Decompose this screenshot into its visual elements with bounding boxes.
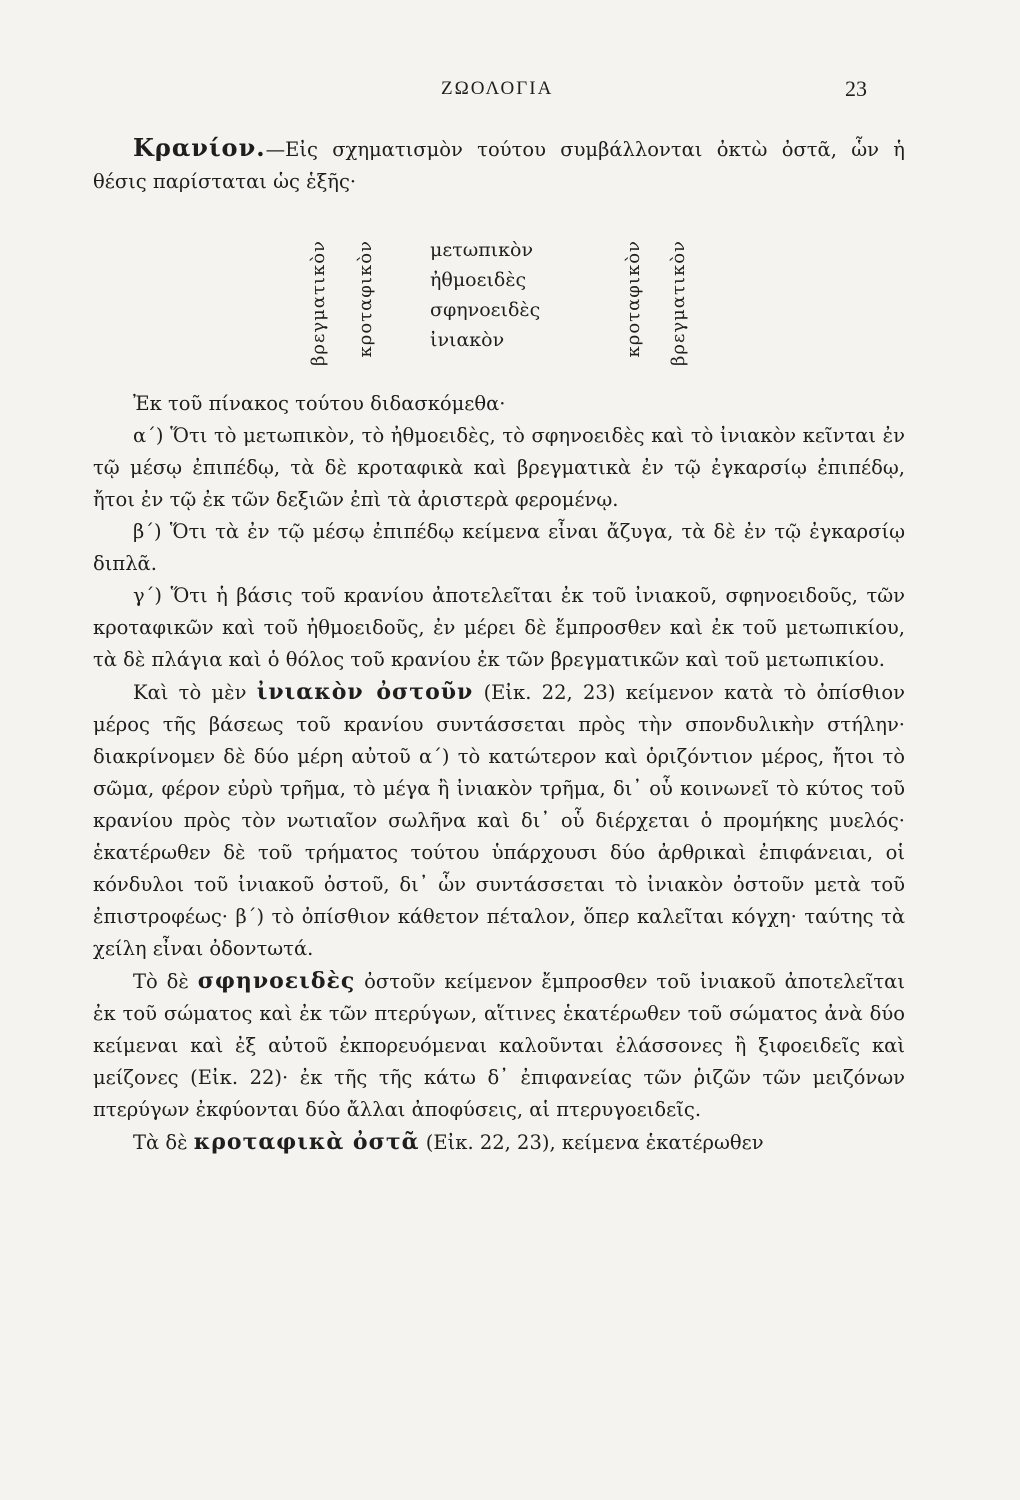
table-left-inner: κροταφικὸν xyxy=(355,240,376,358)
section-heading: Κρανίον. xyxy=(133,133,266,162)
paragraph-text: Τὰ δὲ xyxy=(133,1131,194,1154)
paragraph: Ἐκ τοῦ πίνακος τούτου διδασκόμεθα· xyxy=(133,392,506,415)
table-right-inner: κροταφικὸν xyxy=(623,240,644,358)
page-number: 23 xyxy=(845,76,867,101)
body-text xyxy=(93,388,905,1159)
table-middle-item: σφηνοειδὲς xyxy=(430,299,541,321)
bone-position-table xyxy=(0,230,1020,380)
running-title: ΖΩΟΛΟΓΙΑ xyxy=(441,78,554,99)
bold-term: σφηνοειδὲς xyxy=(197,968,356,994)
running-head xyxy=(0,78,1020,108)
table-middle-column xyxy=(430,235,540,355)
paragraph xyxy=(93,965,905,1126)
table-middle-item: ἠθμοειδὲς xyxy=(430,269,527,291)
bold-term: κροταφικὰ ὀστᾶ xyxy=(193,1129,420,1155)
paragraph: β΄) Ὅτι τὰ ἐν τῷ μέσῳ ἐπιπέδῳ κείμενα εἶναι ἄζυγα, τὰ δὲ ἐν τῷ ἐγκαρσίῳ διπλᾶ. xyxy=(93,520,905,575)
bold-term: ἰνιακὸν ὀστοῦν xyxy=(256,679,474,705)
paragraph xyxy=(93,1126,905,1159)
paragraph xyxy=(93,676,905,965)
table-right-outer: βρεγματικὸν xyxy=(668,240,689,366)
table-left-outer: βρεγματικὸν xyxy=(308,240,329,366)
paragraph: γ΄) Ὅτι ἡ βάσις τοῦ κρανίου ἀποτελεῖται ἐκ τοῦ ἰνιακοῦ, σφηνοειδοῦς, τῶν κροταφικῶν καὶ τοῦ ἠθμοειδοῦς, ἐν μέρει δὲ ἔμπροσθεν καὶ ἐκ τοῦ μετωπικίου, τὰ δὲ πλάγια καὶ ὁ θόλος τοῦ κρανίου ἐκ τῶν βρεγματικῶν καὶ τοῦ μετωπικίου. xyxy=(93,584,905,671)
paragraph-text: Καὶ τὸ μὲν xyxy=(133,681,257,704)
paragraph-text: (Εἰκ. 22, 23) κείμενον κατὰ τὸ ὀπίσθιον μέρος τῆς βάσεως τοῦ κρανίου συντάσσεται πρὸς τὴν σπονδυλικὴν στήλην· διακρίνομεν δὲ δύο μέρη αὐτοῦ α΄) τὸ κατώτερον καὶ ὁριζόντιον μέρος, ἤτοι τὸ σῶμα, φέρον εὐρὺ τρῆμα, τὸ μέγα ἢ ἰνιακὸν τρῆμα, δι᾽ οὗ κοινωνεῖ τὸ κύτος τοῦ κρανίου πρὸς τὸν νωτιαῖον σωλῆνα καὶ δι᾽ οὗ διέρχεται ὁ προμήκης μυελός· ἑκατέρωθεν δὲ τοῦ τρήματος τούτου ὑπάρχουσι δύο ἀρθρικαὶ ἐπιφάνειαι, οἱ κόνδυλοι τοῦ ἰνιακοῦ ὀστοῦ, δι᾽ ὧν συντάσσεται τὸ ἰνιακὸν ὀστοῦν μετὰ τοῦ ἐπιστροφέως· β΄) τὸ ὀπίσθιον κάθετον πέταλον, ὅπερ καλεῖται κόγχη· ταύτης τὰ χείλη εἶναι ὀδοντωτά. xyxy=(93,681,906,960)
paragraph: α΄) Ὅτι τὸ μετωπικὸν, τὸ ἠθμοειδὲς, τὸ σφηνοειδὲς καὶ τὸ ἰνιακὸν κεῖνται ἐν τῷ μέσῳ ἐπιπέδῳ, τὰ δὲ κροταφικὰ καὶ βρεγματικὰ ἐν τῷ ἐγκαρσίῳ ἐπιπέδῳ, ἤτοι ἐν τῷ ἐκ τῶν δεξιῶν ἐπὶ τὰ ἀριστερὰ φερομένῳ. xyxy=(93,424,905,511)
paragraph-text: ὀστοῦν κείμενον ἔμπροσθεν τοῦ ἰνιακοῦ ἀποτελεῖται ἐκ τοῦ σώματος καὶ ἐκ τῶν πτερύγων, αἵτινες ἑκατέρωθεν τοῦ σώματος ἀνὰ δύο κείμεναι καὶ ἐξ αὐτοῦ ἐκπορευόμεναι καλοῦνται ἐλάσσονες ἢ ξιφοειδεῖς καὶ μείζονες (Εἰκ. 22)· ἐκ τῆς τῆς κάτω δ᾽ ἐπιφανείας τῶν ῥιζῶν τῶν μειζόνων πτερύγων ἐκφύονται δύο ἄλλαι ἀποφύσεις, αἱ πτερυγοειδεῖς. xyxy=(93,970,905,1121)
table-middle-item: ἰνιακὸν xyxy=(430,329,505,351)
paragraph-text: Τὸ δὲ xyxy=(133,970,198,993)
paragraph-text: (Εἰκ. 22, 23), κείμενα ἑκατέρωθεν xyxy=(419,1131,764,1154)
intro-text: —Εἰς σχηματισμὸν τούτου συμβάλλονται ὀκτὼ ὀστᾶ, ὧν ἡ θέσις παρίσταται ὡς ἑξῆς· xyxy=(93,138,905,193)
table-middle-item: μετωπικὸν xyxy=(430,239,533,261)
intro-paragraph xyxy=(93,132,905,198)
